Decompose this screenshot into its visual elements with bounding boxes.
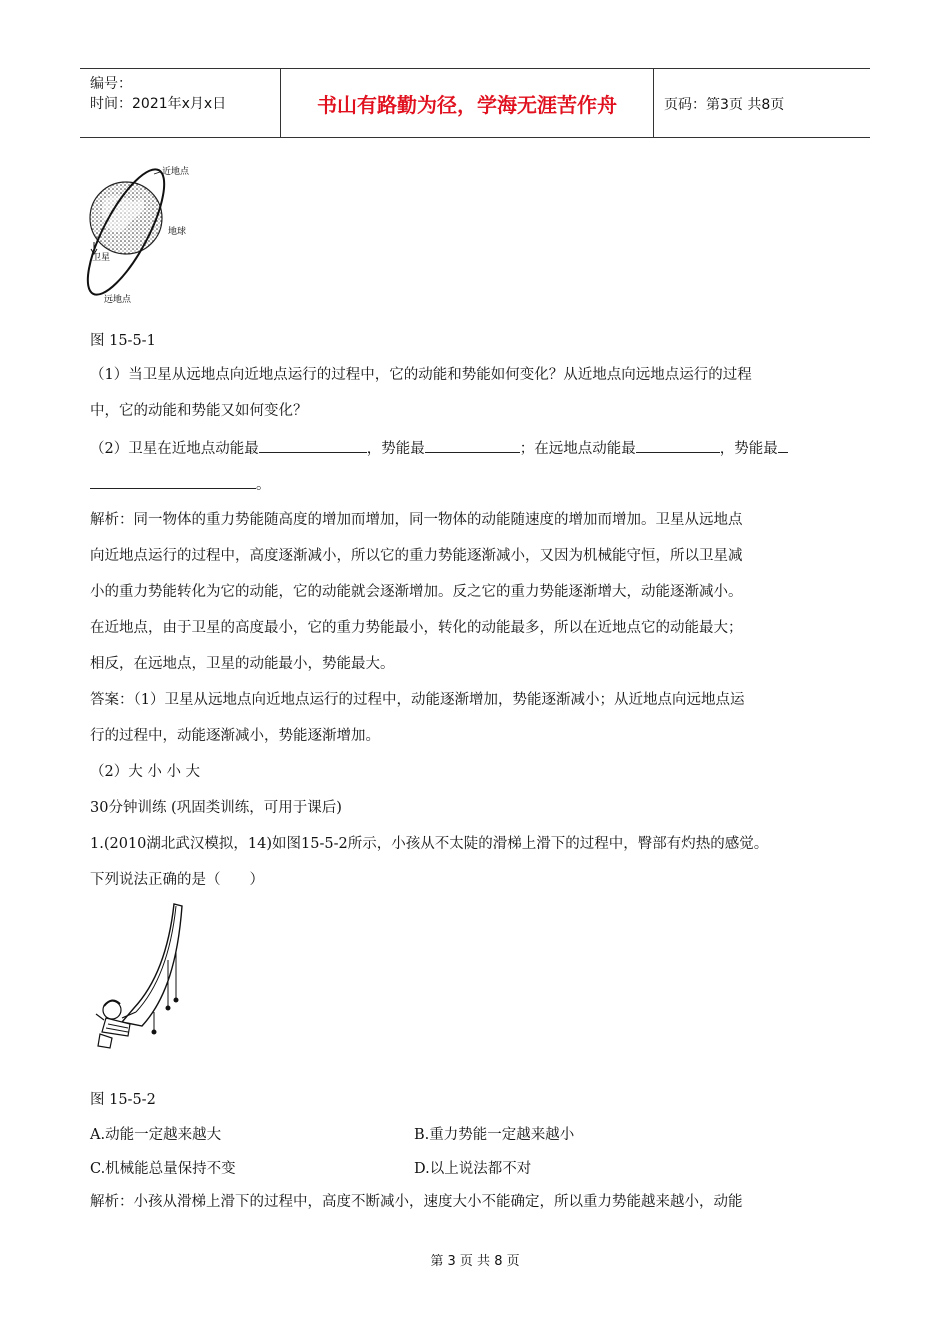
motto: 书山有路勤为径，学海无涯苦作舟 [281, 69, 654, 137]
question1-part1-line2: 中，它的动能和势能又如何变化？ [90, 403, 308, 419]
blank-apogee-kinetic[interactable] [636, 438, 720, 453]
satellite-label: 卫星 [92, 253, 111, 263]
blank-apogee-potential[interactable] [90, 474, 256, 489]
doc-number-label: 编号： [90, 76, 132, 92]
page-footer: 第 3 页 共 8 页 [430, 1254, 520, 1269]
doc-time-label: 时间：2021年x月x日 [90, 96, 227, 112]
analysis2-line: 解析：小孩从滑梯上滑下的过程中，高度不断减小，速度大小不能确定，所以重力势能越来越小，动能 [90, 1194, 743, 1210]
page-indicator: 页码：第3页 共8页 [664, 97, 785, 113]
analysis1-line: 解析：同一物体的重力势能随高度的增加而增加，同一物体的动能随速度的增加而增加。卫星从远地点 [90, 512, 743, 528]
child-figure [96, 1000, 136, 1048]
option-a[interactable]: A.动能一定越来越大 [90, 1127, 222, 1143]
blank-perigee-potential[interactable] [425, 438, 520, 453]
question1-part2: （2）卫星在近地点动能最 ，势能最 ；在远地点动能最 ，势能最 [90, 438, 788, 459]
analysis1-line: 相反，在远地点，卫星的动能最小，势能最大。 [90, 656, 395, 672]
header-table [80, 68, 870, 138]
answer1-line: （2）大 小 小 大 [90, 764, 201, 780]
figure2-caption: 图 15-5-2 [90, 1092, 156, 1108]
question1-part1-line1: （1）当卫星从远地点向近地点运行的过程中，它的动能和势能如何变化？从近地点向远地点运行的过程 [90, 367, 752, 383]
slide-figure [90, 900, 190, 1060]
analysis1-line: 在近地点，由于卫星的高度最小，它的重力势能最小，转化的动能最多，所以在近地点它的动能最大； [90, 620, 743, 636]
answer1-line: 行的过程中，动能逐渐减小，势能逐渐增加。 [90, 728, 380, 744]
question1-part2-continued: 。 [90, 474, 271, 495]
earth-label: 地球 [168, 227, 187, 237]
option-d[interactable]: D.以上说法都不对 [414, 1161, 532, 1177]
question2-line2: 下列说法正确的是（ ） [90, 872, 264, 888]
question2-line1: 1.(2010湖北武汉模拟，14)如图15-5-2所示，小孩从不太陡的滑梯上滑下的过程中，臀部有灼热的感觉。 [90, 836, 769, 852]
option-b[interactable]: B.重力势能一定越来越小 [414, 1127, 575, 1143]
analysis1-line: 向近地点运行的过程中，高度逐渐减小，所以它的重力势能逐渐减小，又因为机械能守恒，所以卫星减 [90, 548, 743, 564]
section-title: 30分钟训练 (巩固类训练，可用于课后) [90, 800, 342, 816]
option-c[interactable]: C.机械能总量保持不变 [90, 1161, 236, 1177]
figure1-caption: 图 15-5-1 [90, 333, 156, 349]
header-left-cell [80, 69, 281, 137]
apogee-label: 远地点 [104, 295, 132, 305]
satellite-orbit-figure [84, 160, 204, 310]
analysis1-line: 小的重力势能转化为它的动能，它的动能就会逐渐增加。反之它的重力势能逐渐增大，动能逐渐减小。 [90, 584, 743, 600]
blank-perigee-kinetic[interactable] [259, 438, 367, 453]
answer1-line: 答案：（1）卫星从远地点向近地点运行的过程中，动能逐渐增加，势能逐渐减小；从近地点向远地点运 [90, 692, 745, 708]
slide-shape [122, 904, 182, 1026]
perigee-label: 近地点 [162, 167, 190, 177]
